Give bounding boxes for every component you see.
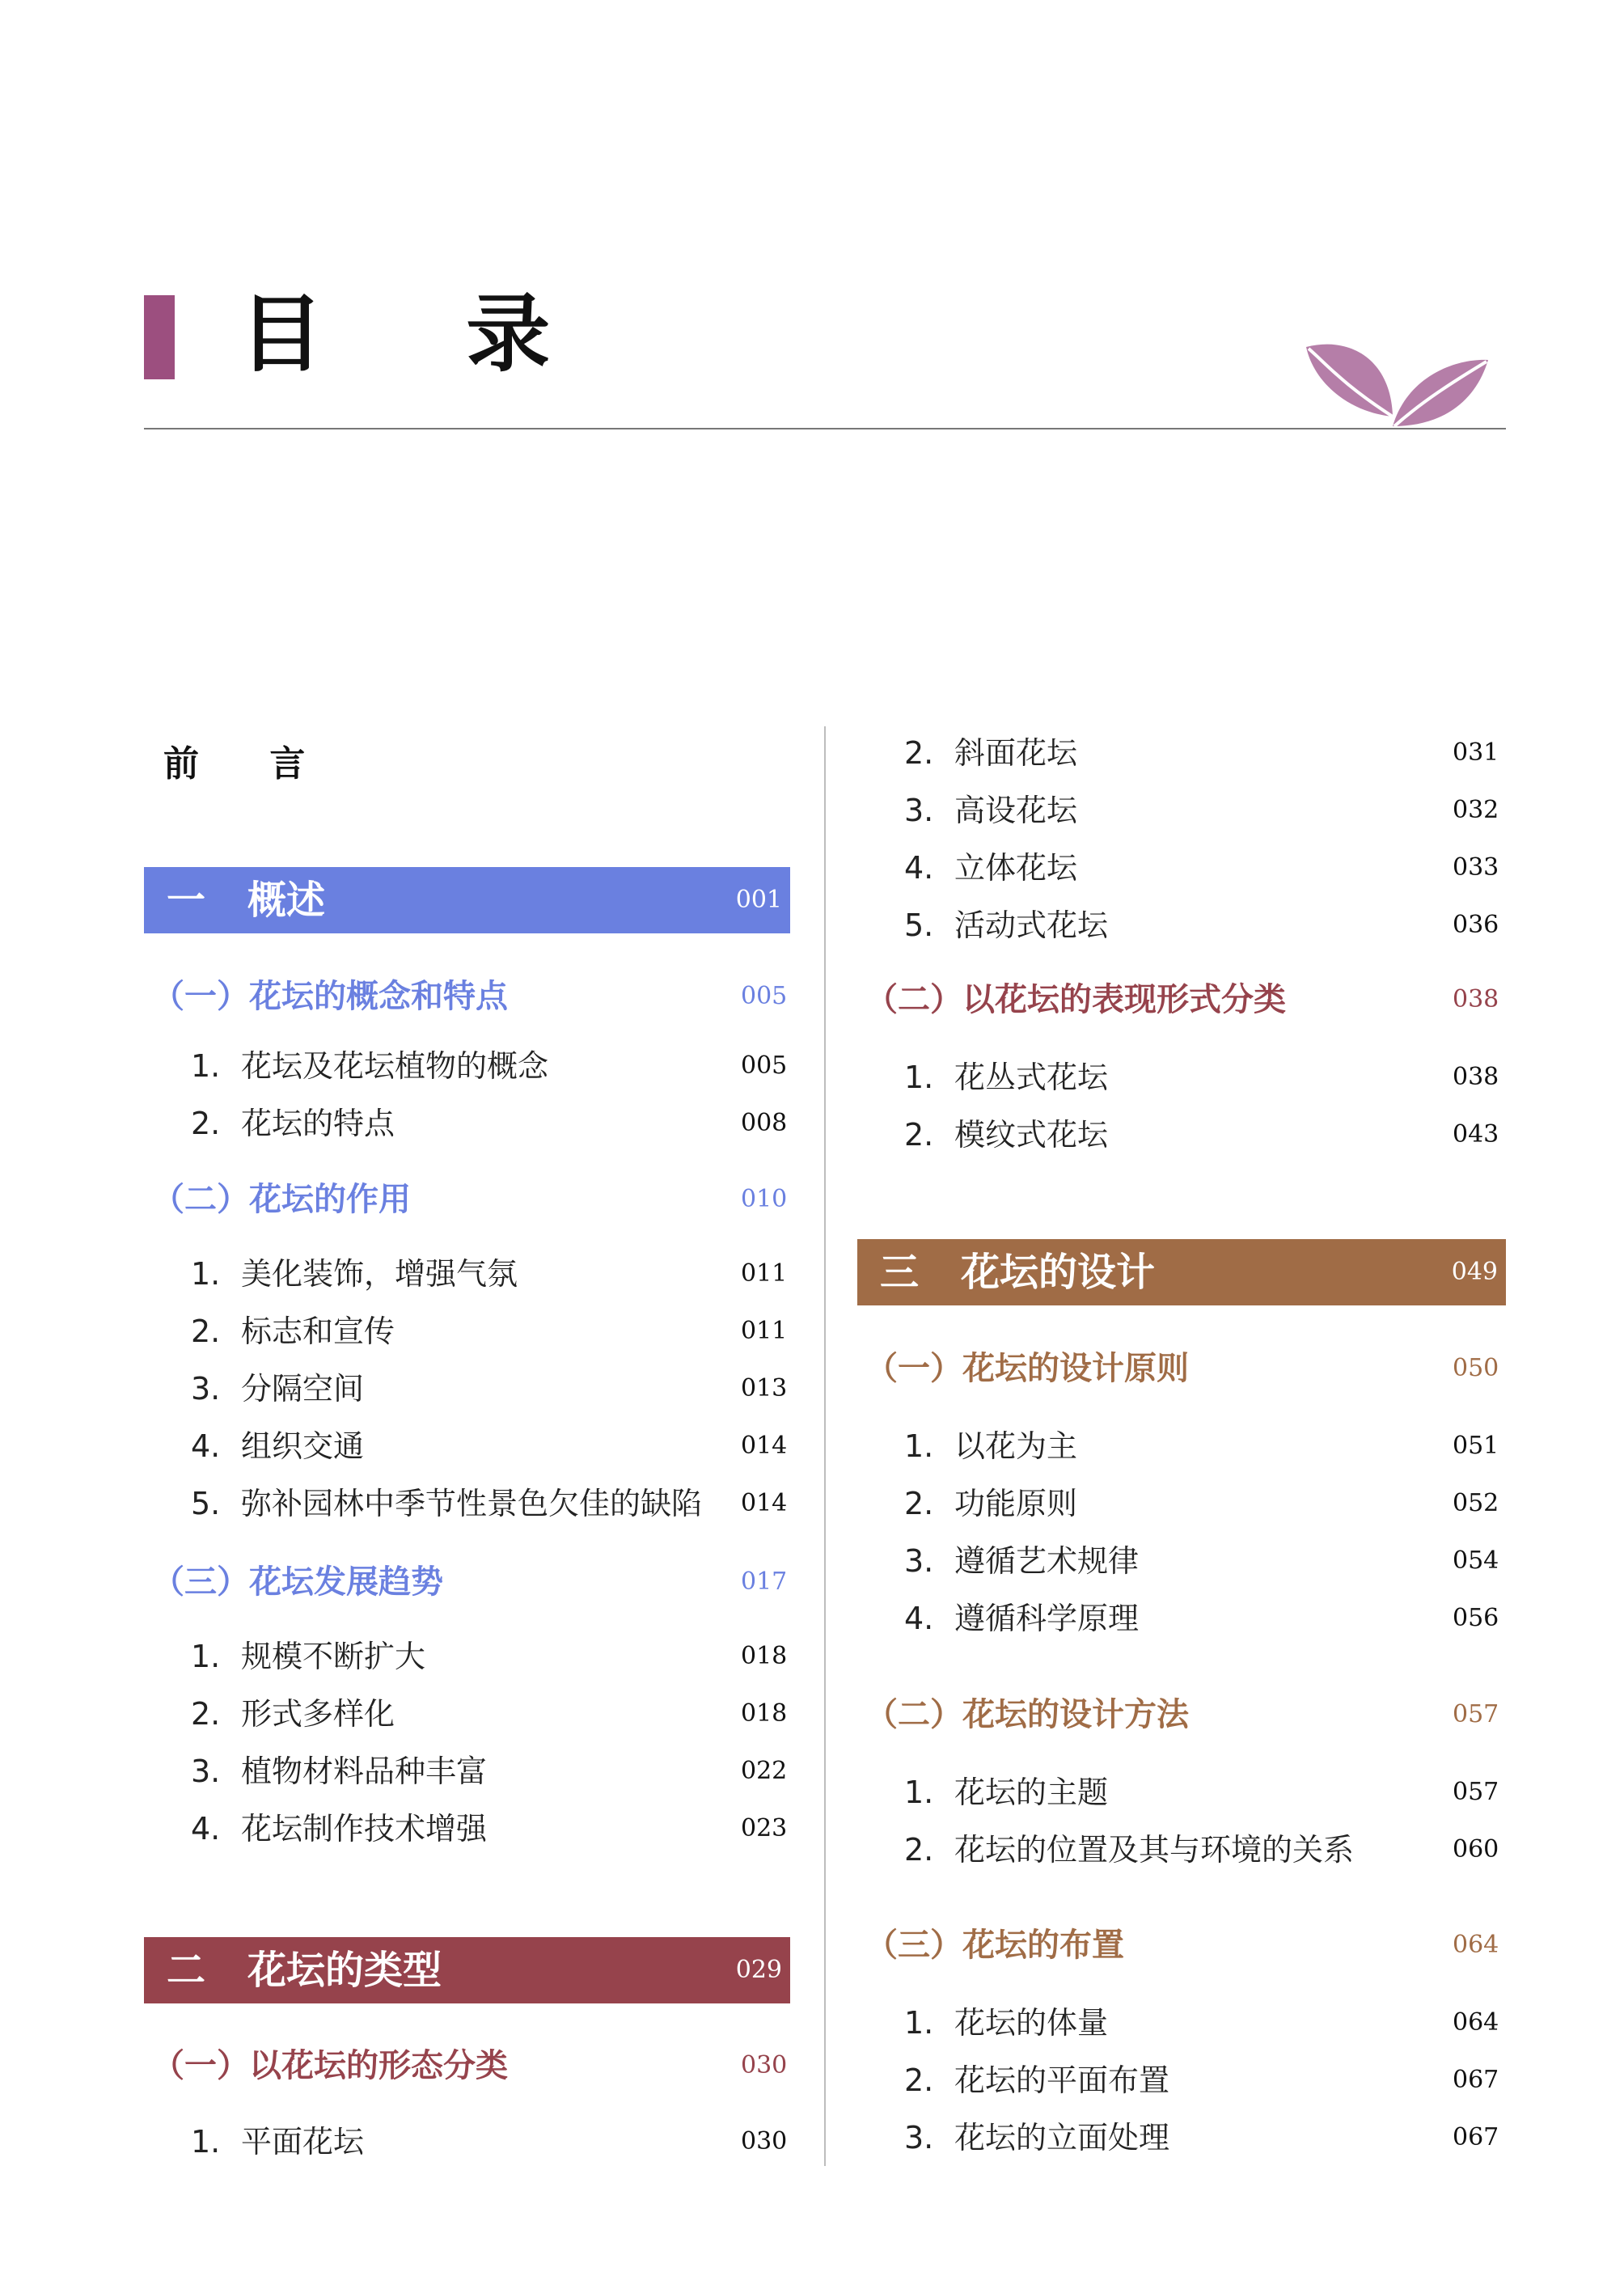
item-page: 056 [1453,1604,1499,1632]
item-page: 018 [741,1642,788,1670]
section-page: 030 [741,2051,788,2079]
toc-item[interactable] [904,1596,1503,1641]
toc-chapter-2[interactable] [144,1937,790,2003]
item-page: 067 [1453,2066,1499,2094]
item-title: 标志和宣传 [241,1314,395,1349]
item-page: 014 [741,1489,788,1517]
item-title: 花坛制作技术增强 [241,1811,488,1847]
toc-item[interactable] [191,1043,788,1089]
section-page: 050 [1453,1354,1499,1382]
item-page: 064 [1453,2008,1499,2037]
item-number: 2. [904,1832,934,1868]
toc-item[interactable] [191,1806,788,1851]
item-title: 高设花坛 [954,793,1078,828]
toc-item[interactable] [904,2000,1503,2046]
toc-item[interactable] [904,2115,1503,2160]
item-page: 018 [741,1699,788,1728]
item-number: 1. [191,2124,221,2160]
item-page: 033 [1453,853,1499,882]
item-number: 2. [904,1486,934,1521]
chapter-title: 概述 [247,878,326,923]
toc-chapter-1[interactable] [144,867,790,933]
page-title: 目 录 [239,284,607,383]
section-title: （二）以花坛的表现形式分类 [865,981,1286,1018]
toc-item[interactable] [191,1749,788,1794]
toc-item[interactable] [904,1424,1503,1469]
section-page: 010 [741,1185,788,1213]
item-number: 4. [904,1601,934,1636]
item-title: 功能原则 [954,1486,1078,1521]
item-page: 022 [741,1757,788,1785]
item-page: 060 [1453,1835,1499,1864]
item-title: 花坛的位置及其与环境的关系 [954,1832,1355,1868]
item-page: 036 [1453,911,1499,939]
toc-section[interactable] [152,1559,788,1605]
item-number: 4. [191,1811,221,1847]
item-page: 067 [1453,2123,1499,2151]
item-title: 以花为主 [954,1428,1078,1464]
item-title: 形式多样化 [241,1696,395,1732]
item-page: 052 [1453,1489,1499,1517]
toc-item[interactable] [904,1481,1503,1526]
item-page: 043 [1453,1120,1499,1149]
toc-item[interactable] [904,788,1503,833]
item-title: 立体花坛 [954,850,1078,886]
toc-section[interactable] [865,1346,1503,1391]
item-number: 2. [904,2062,934,2098]
item-title: 美化装饰，增强气氛 [241,1256,518,1292]
item-title: 花坛的立面处理 [954,2120,1170,2156]
item-title: 花坛的特点 [241,1106,395,1141]
toc-item[interactable] [191,1424,788,1469]
item-title: 花丛式花坛 [954,1060,1109,1095]
item-number: 1. [191,1639,221,1674]
item-page: 032 [1453,796,1499,824]
item-number: 1. [191,1256,221,1292]
toc-item[interactable] [191,1366,788,1411]
item-number: 3. [191,1371,221,1407]
item-number: 3. [904,1543,934,1579]
section-page: 057 [1453,1700,1499,1728]
item-number: 2. [191,1696,221,1732]
item-page: 011 [741,1317,788,1345]
item-page: 051 [1453,1432,1499,1460]
item-title: 斜面花坛 [954,735,1078,771]
toc-section[interactable] [865,1923,1503,1968]
title-accent-bar [144,295,175,379]
item-title: 花坛的主题 [954,1775,1109,1810]
section-title: （三）花坛的布置 [865,1927,1124,1964]
item-number: 5. [904,907,934,943]
item-title: 遵循科学原理 [954,1601,1140,1636]
chapter-number: 二 [167,1948,206,1993]
toc-item[interactable] [904,1055,1503,1100]
chapter-number: 一 [167,878,206,923]
item-number: 1. [904,1428,934,1464]
item-title: 分隔空间 [241,1371,365,1407]
toc-item[interactable] [904,1538,1503,1584]
item-title: 平面花坛 [241,2124,365,2160]
toc-item[interactable] [191,1101,788,1146]
toc-item[interactable] [191,1634,788,1679]
toc-section[interactable] [152,2043,788,2088]
item-title: 花坛的平面布置 [954,2062,1170,2098]
column-divider [824,726,826,2166]
chapter-title: 花坛的类型 [247,1948,442,1993]
toc-item[interactable] [904,730,1503,776]
item-page: 038 [1453,1063,1499,1091]
item-number: 1. [904,2005,934,2041]
item-number: 1. [904,1060,934,1095]
toc-item[interactable] [904,1770,1503,1815]
item-title: 遵循艺术规律 [954,1543,1140,1579]
item-number: 4. [191,1428,221,1464]
item-number: 1. [904,1775,934,1810]
item-title: 模纹式花坛 [954,1117,1109,1153]
section-title: （二）花坛的设计方法 [865,1696,1189,1733]
item-number: 1. [191,1048,221,1084]
item-page: 054 [1453,1546,1499,1575]
item-title: 规模不断扩大 [241,1639,426,1674]
toc-preface[interactable]: 前 言 [163,743,335,785]
toc-item[interactable] [904,903,1503,948]
item-number: 4. [904,850,934,886]
toc-item[interactable] [191,1691,788,1737]
item-page: 030 [741,2127,788,2156]
item-title: 花坛及花坛植物的概念 [241,1048,549,1084]
section-title: （三）花坛发展趋势 [152,1563,443,1601]
chapter-page: 029 [735,1956,782,1984]
toc-item[interactable] [191,1481,788,1526]
item-number: 2. [904,735,934,771]
toc-item[interactable] [904,845,1503,891]
item-number: 3. [904,2120,934,2156]
section-page: 064 [1453,1931,1499,1959]
item-title: 花坛的体量 [954,2005,1109,2041]
section-page: 038 [1453,985,1499,1013]
toc-item[interactable] [904,1827,1503,1872]
item-page: 057 [1453,1778,1499,1806]
toc-item[interactable] [904,1112,1503,1157]
item-page: 013 [741,1374,788,1402]
section-page: 005 [741,982,788,1010]
section-page: 017 [741,1567,788,1596]
toc-section[interactable] [865,977,1503,1022]
item-page: 011 [741,1259,788,1288]
item-number: 5. [191,1486,221,1521]
toc-item[interactable] [191,1251,788,1297]
toc-item[interactable] [191,1309,788,1354]
item-number: 2. [191,1314,221,1349]
item-title: 植物材料品种丰富 [241,1754,488,1789]
toc-section[interactable] [865,1692,1503,1737]
item-number: 2. [904,1117,934,1153]
item-page: 014 [741,1432,788,1460]
item-page: 005 [741,1051,788,1080]
toc-chapter-3[interactable] [857,1239,1506,1305]
item-page: 008 [741,1109,788,1137]
section-title: （二）花坛的作用 [152,1181,411,1218]
item-page: 031 [1453,738,1499,767]
item-page: 023 [741,1814,788,1842]
chapter-number: 三 [880,1250,920,1295]
section-title: （一）花坛的设计原则 [865,1350,1189,1387]
toc-item[interactable] [904,2058,1503,2103]
chapter-page: 049 [1451,1258,1498,1286]
chapter-page: 001 [735,886,782,914]
item-number: 2. [191,1106,221,1141]
section-title: （一）以花坛的形态分类 [152,2047,508,2084]
section-title: （一）花坛的概念和特点 [152,978,508,1015]
item-number: 3. [904,793,934,828]
item-title: 活动式花坛 [954,907,1109,943]
chapter-title: 花坛的设计 [961,1250,1156,1295]
item-title: 弥补园林中季节性景色欠佳的缺陷 [241,1486,703,1521]
item-number: 3. [191,1754,221,1789]
toc-item[interactable] [191,2119,788,2164]
toc-section[interactable] [152,1177,788,1222]
toc-section[interactable] [152,974,788,1019]
item-title: 组织交通 [241,1428,365,1464]
leaf-icon [1294,336,1504,433]
